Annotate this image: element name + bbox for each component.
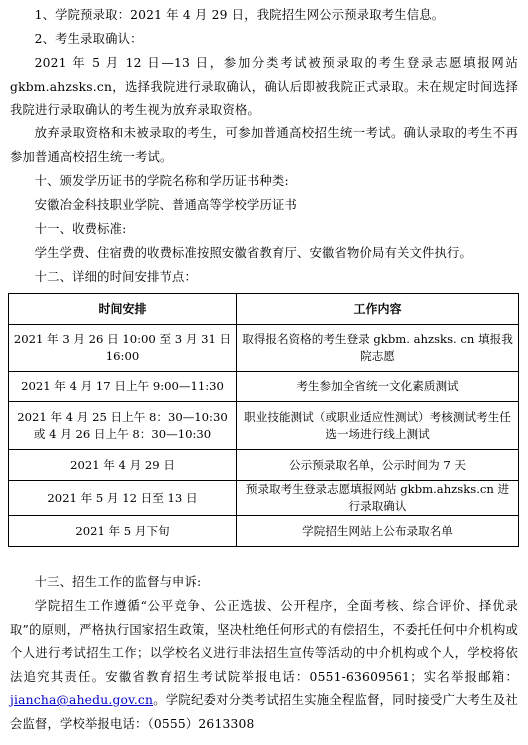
para-schedule-heading: 十二、详细的时间安排节点： (34, 270, 198, 284)
table-cell-content: 考生参加全省统一文化素质测试 (237, 372, 519, 402)
supervision-text-part1: 学院招生工作遵循“公平竞争、公正选拔、公开程序，全面考核、综合评价、择优录取”的原则，严格执行国家招生政策，坚决杜绝任何形式的有偿招生，不委托任何中介机构或个人进行考试招生工作；以学校名义进行非法招生宣传等活动的中介机构或个人，学校将依法追究其责任。安徽省教育招生考试院举报电话：0551-63609561；实名举报邮箱： (10, 599, 518, 684)
table-row (9, 516, 519, 547)
table-cell-time: 2021 年 4 月 25 日上午 8：30—10:30 或 4 月 26 日上午 8：30—10:30 (9, 402, 237, 450)
table-cell-time: 2021 年 4 月 29 日 (9, 450, 237, 481)
para-certificate-detail: 安徽冶金科技职业学院、普通高等学校学历证书 (34, 198, 298, 212)
para-confirm-detail: 2021 年 5 月 12 日—13 日，参加分类考试被预录取的考生登录志愿填报网站 gkbm.ahzsks.cn，选择我院进行录取确认，确认后即被我院正式录取。未在规定时间选择我院进行录取确认的考生视为放弃录取资格。 (10, 56, 518, 117)
supervision-text-part2: 。学院纪委对分类考试招生实施全程监督，同时接受广大考生及社会监督，学校举报电话：（0555）2613308 (10, 693, 518, 731)
table-cell-content: 预录取考生登录志愿填报网站 gkbm.ahzsks.cn 进行录取确认 (237, 481, 519, 516)
table-cell-content: 公示预录取名单，公示时间为 7 天 (237, 450, 519, 481)
para-pre-admission: 1、学院预录取：2021 年 4 月 29 日，我院招生网公示预录取考生信息。 (34, 8, 445, 22)
para-give-up: 放弃录取资格和未被录取的考生，可参加普通高校招生统一考试。确认录取的考生不再参加普通高校招生统一考试。 (10, 126, 518, 164)
table-cell-content: 取得报名资格的考生登录 gkbm. ahzsks. cn 填报我院志愿 (237, 325, 519, 372)
table-row (9, 450, 519, 481)
schedule-table (8, 293, 519, 547)
table-header-row (9, 294, 519, 325)
table-row (9, 372, 519, 402)
table-header-content: 工作内容 (237, 294, 519, 325)
table-row (9, 402, 519, 450)
table-row (9, 481, 519, 516)
table-cell-time: 2021 年 5 月下旬 (9, 516, 237, 547)
para-confirm-heading: 2、考生录取确认： (34, 32, 143, 46)
para-supervision-detail (10, 595, 518, 736)
table-cell-time: 2021 年 5 月 12 日至 13 日 (9, 481, 237, 516)
para-fees-detail: 学生学费、住宿费的收费标准按照安徽省教育厅、安徽省物价局有关文件执行。 (34, 246, 472, 260)
report-email-link[interactable]: jiancha@ahedu.gov.cn (10, 693, 154, 707)
table-cell-content: 职业技能测试（或职业适应性测试）考核测试考生任选一场进行线上测试 (237, 402, 519, 450)
para-fees-heading: 十一、收费标准: (34, 222, 127, 236)
para-certificate-heading: 十、颁发学历证书的学院名称和学历证书种类: (34, 174, 289, 188)
para-supervision-heading: 十三、招生工作的监督与申诉: (34, 575, 202, 589)
table-header-time: 时间安排 (9, 294, 237, 325)
table-cell-time: 2021 年 4 月 17 日上午 9:00—11:30 (9, 372, 237, 402)
table-row (9, 325, 519, 372)
table-cell-content: 学院招生网站上公布录取名单 (237, 516, 519, 547)
table-cell-time: 2021 年 3 月 26 日 10:00 至 3 月 31 日 16:00 (9, 325, 237, 372)
